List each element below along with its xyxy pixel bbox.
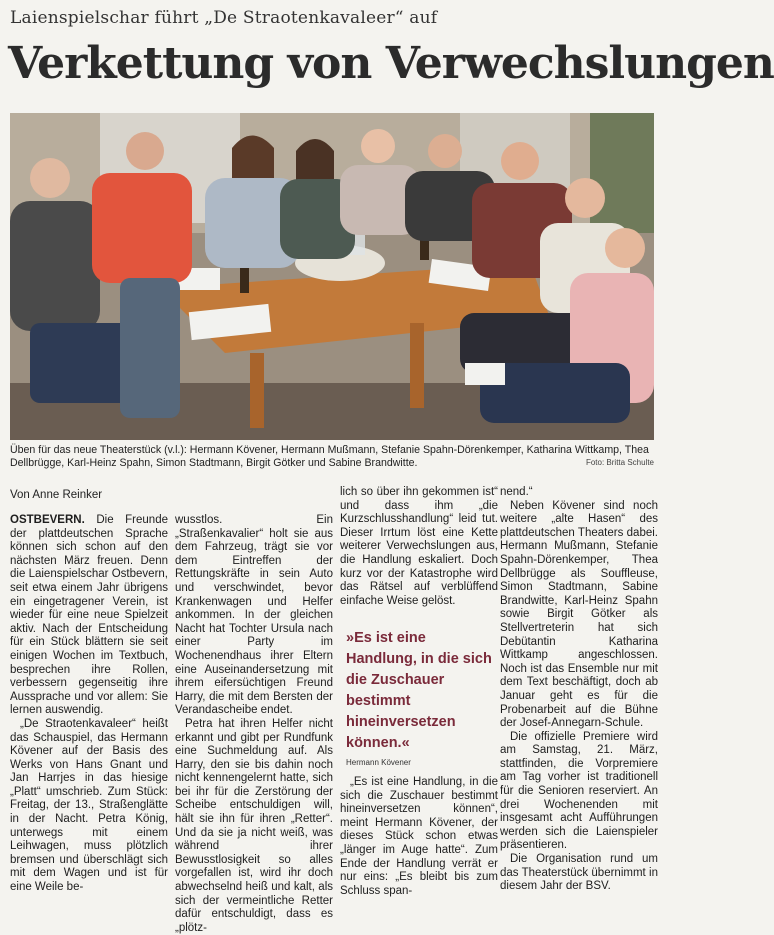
article-column-3 [340, 486, 498, 608]
article-column-4 [500, 486, 658, 894]
paragraph: wusstlos. Ein „Straßenkavalier“ holt sie aus dem Fahrzeug, trägt sie vor dem Eintreffen der Rettungskräfte in sein Auto und verschwindet, bevor Krankenwagen und Helfer ankommen. In der gleichen Nacht hat Tochter Ursula nach einer Party im Wochenendhaus ihrer Eltern eine Auseinandersetzung mit ihrem eifersüchtigen Freund Harry, die mit dem Bersten der Verandascheibe endet. [175, 514, 333, 717]
pull-quote-author: Hermann Kövener [346, 758, 411, 767]
paragraph: Neben Kövener sind noch weitere „alte Hasen“ des plattdeutschen Theaters dabei. Hermann Mußmann, Stefanie Spahn-Dörenkemper, Thea Dellbrügge als Souffleuse, Simon Stadtmann, Sabine Brandwitte, Karl-Heinz Spahn sowie Birgit Götker als Stellvertreterin hat sich Debütantin Katharina Wittkamp angeschlossen. Noch ist das Ensemble nur mit dem Text beschäftigt, doch ab Januar geht es für die Probenarbeit auf die Bühne der Josef-Annegarn-Schule. [500, 499, 658, 730]
paragraph: Petra hat ihren Helfer nicht erkannt und gibt per Rundfunk eine Suchmeldung auf. Als Harry, den sie bis dahin noch nicht kennengelernt hatte, sich bei ihr für die Zerstörung der Scheibe entschuldigen will, hält sie ihn für ihren „Retter“. Und da sie ja nicht weiß, was während ihrer Bewusstlosigkeit so alles vorgefallen ist, wird ihr doch abwechselnd heiß und kalt, als sich der vermeintliche Retter dafür entschuldigt, dass es „plötz- [175, 717, 333, 934]
dateline: OSTBEVERN. [10, 514, 85, 526]
group-photo [10, 113, 654, 440]
paragraph: „Es ist eine Handlung, in die sich die Zuschauer bestimmt hineinversetzen können“, meint Hermann Kövener, der dieses Stück schon etwas „länger im Auge hatte“. Zum Ende der Handlung verrät er nur eins: „Es bleibt bis zum Schluss span- [340, 776, 498, 897]
group-photo-illustration [10, 113, 654, 440]
pull-quote-text: »Es ist eine Handlung, in die sich die Zuschauer bestimmt hineinversetzen können.« [346, 630, 492, 751]
paragraph: lich so über ihn gekommen ist“ und dass ihm „die Kurzschlusshandlung“ leid tut. Dieser Irrtum löst eine Kette weiterer Verwechslungen aus, die Handlung eskaliert. Doch kurz vor der Katastrophe wird das Rätsel auf verblüffend einfache Weise gelöst. [340, 486, 498, 607]
pull-quote [346, 628, 496, 767]
article-column-1 [10, 514, 168, 895]
paragraph: nend.“ [500, 486, 533, 498]
byline: Von Anne Reinker [10, 489, 103, 501]
article-headline: Verkettung von Verwechslungen [8, 38, 774, 89]
photo-credit: Foto: Britta Schulte [585, 458, 654, 467]
photo-caption: Üben für das neue Theaterstück (v.l.): Hermann Kövener, Hermann Mußmann, Stefanie Spahn-Dörenkemper, Katharina Wittkamp, Thea Dellbrügge, Karl-Heinz Spahn, Simon Stadtmann, Birgit Götker und Sabine Brandwitte. [10, 444, 649, 469]
article-column-2 [175, 514, 333, 935]
paragraph [10, 514, 168, 718]
article-column-3-continued [340, 776, 498, 898]
paragraph-text: Die Freunde der plattdeutschen Sprache können sich schon auf den nächsten März freuen. Denn die Laienspielschar Ostbevern, seit etwa einem Jahr übrigens ein eingetragener Verein, ist wieder für eine neue Spielzeit aktiv. Nach der Entscheidung für ein Stück blättern sie seit einigen Wochen im Textbuch, besprechen ihre Rollen, verbessern gegenseitig ihre Aussprache und vor allem: Sie lernen auswendig. [10, 514, 168, 717]
paragraph: Die Organisation rund um das Theaterstück übernimmt in diesem Jahr der BSV. [500, 853, 658, 893]
paragraph: Die offizielle Premiere wird am Samstag, 21. März, stattfinden, die Vorpremiere am Tag vorher ist traditionell für die Senioren reserviert. An drei Wochenenden mit insgesamt acht Aufführungen werden sich die Laienspieler präsentieren. [500, 730, 658, 852]
article-kicker: Laienspielschar führt „De Straotenkavaleer“ auf [10, 8, 438, 28]
paragraph: „De Straotenkavaleer“ heißt das Schauspiel, das Hermann Kövener auf der Basis des Werks von Hans Gnant und Jan Harrjes in das hiesige „Platt“ umschrieb. Zum Stück: Freitag, der 13., Straßenglätte in der Nacht. Petra König, unterwegs mit einem Leihwagen, muss plötzlich bremsen und überschlägt sich mit dem Wagen und ist für eine Weile be- [10, 717, 168, 894]
